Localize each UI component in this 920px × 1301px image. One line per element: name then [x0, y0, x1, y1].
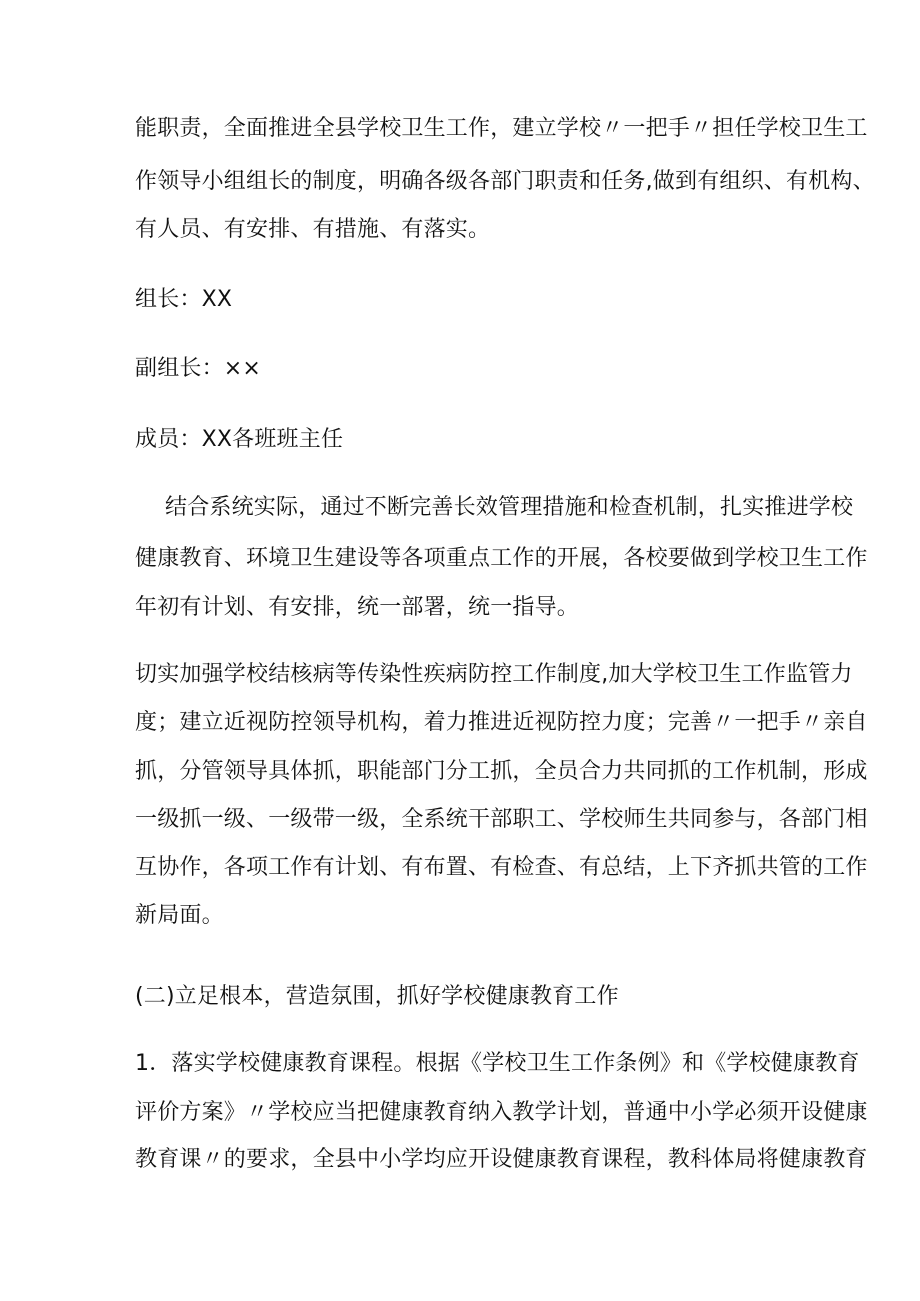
text-line: 1．落实学校健康教育课程。根据《学校卫生工作条例》和《学校健康教育: [135, 1051, 860, 1076]
deputy-leader-line: 副组长：××: [135, 356, 262, 381]
text-line: 有人员、有安排、有措施、有落实。: [135, 217, 491, 242]
text-line: 一级抓一级、一级带一级，全系统干部职工、学校师生共同参与，各部门相: [135, 807, 868, 832]
text-line: 切实加强学校结核病等传染性疾病防控工作制度,加大学校卫生工作监管力: [135, 662, 853, 687]
text-line: 作领导小组组长的制度，明确各级各部门职责和任务,做到有组织、有机构、: [135, 169, 875, 194]
text-line: 互协作，各项工作有计划、有布置、有检查、有总结，上下齐抓共管的工作: [135, 855, 868, 880]
text-line: 健康教育、环境卫生建设等各项重点工作的开展，各校要做到学校卫生工作: [135, 546, 868, 571]
text-line: 抓，分管领导具体抓，职能部门分工抓，全员合力共同抓的工作机制，形成: [135, 759, 868, 784]
text-line: 新局面。: [135, 903, 224, 928]
text-line: 度；建立近视防控领导机构，着力推进近视防控力度；完善〃一把手〃亲自: [135, 710, 868, 735]
section-heading: (二)立足根本，营造氛围，抓好学校健康教育工作: [135, 984, 619, 1009]
text-line: 能职责，全面推进全县学校卫生工作，建立学校〃一把手〃担任学校卫生工: [135, 116, 868, 141]
text-line: 评价方案》〃学校应当把健康教育纳入教学计划，普通中小学必须开设健康: [135, 1100, 868, 1125]
leader-line: 组长：XX: [135, 287, 233, 312]
members-line: 成员：XX各班班主任: [135, 427, 344, 452]
text-line: 年初有计划、有安排，统一部署，统一指导。: [135, 595, 580, 620]
text-line: 结合系统实际，通过不断完善长效管理措施和检查机制，扎实推进学校: [165, 495, 854, 520]
text-line: 教育课〃的要求，全县中小学均应开设健康教育课程，教科体局将健康教育: [135, 1147, 868, 1172]
